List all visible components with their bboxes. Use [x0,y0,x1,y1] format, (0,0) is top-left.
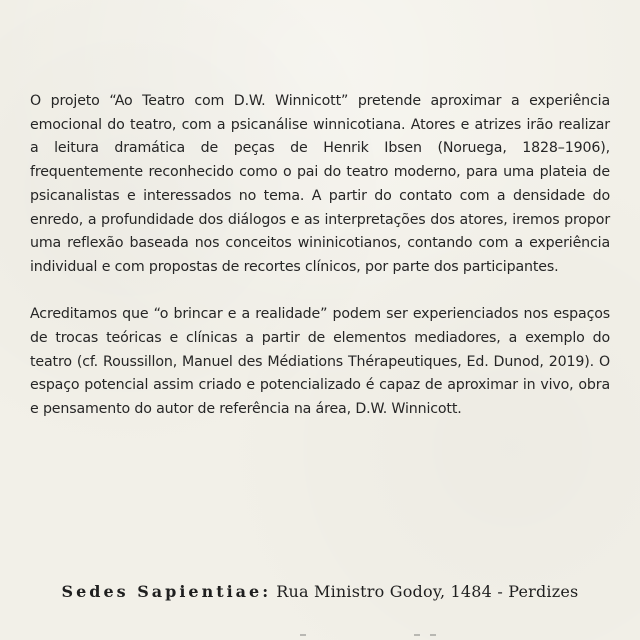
cropped-mark [300,634,306,636]
body-text [30,90,610,446]
venue-address: Rua Ministro Godoy, 1484 - Perdizes [276,582,579,601]
paragraph-theoretical-basis: Acreditamos que “o brincar e a realidade” podem ser experienciados nos espaços de trocas teóricas e clínicas a partir de elementos mediadores, a exemplo do teatro (cf. Roussillon, Manuel des Médiations Thérapeutiques, Ed. Dunod, 2019). O espaço potencial assim criado e potencializado é capaz de aproximar in vivo, obra e pensamento do autor de referência na área, D.W. Winnicott. [30,306,610,418]
cropped-mark [414,634,420,636]
cropped-next-line [0,628,640,640]
venue-name: Sedes Sapientiae: [61,582,272,601]
paragraph-project-description: O projeto “Ao Teatro com D.W. Winnicott” pretende aproximar a experiência emocional do teatro, com a psicanálise winnicotiana. Atores e atrizes irão realizar a leitura dramática de peças de Henrik Ibsen (Noruega, 1828–1906), frequentemente reconhecido como o pai do teatro moderno, para uma plateia de psicanalistas e interessados no tema. A partir do contato com a densidade do enredo, a profundidade dos diálogos e as interpretações dos atores, iremos propor uma reflexão baseada nos conceitos wininicotianos, contando com a experiência individual e com propostas de recortes clínicos, por parte dos participantes. [30,93,610,275]
venue-footer [0,582,640,601]
cropped-mark [430,634,436,636]
